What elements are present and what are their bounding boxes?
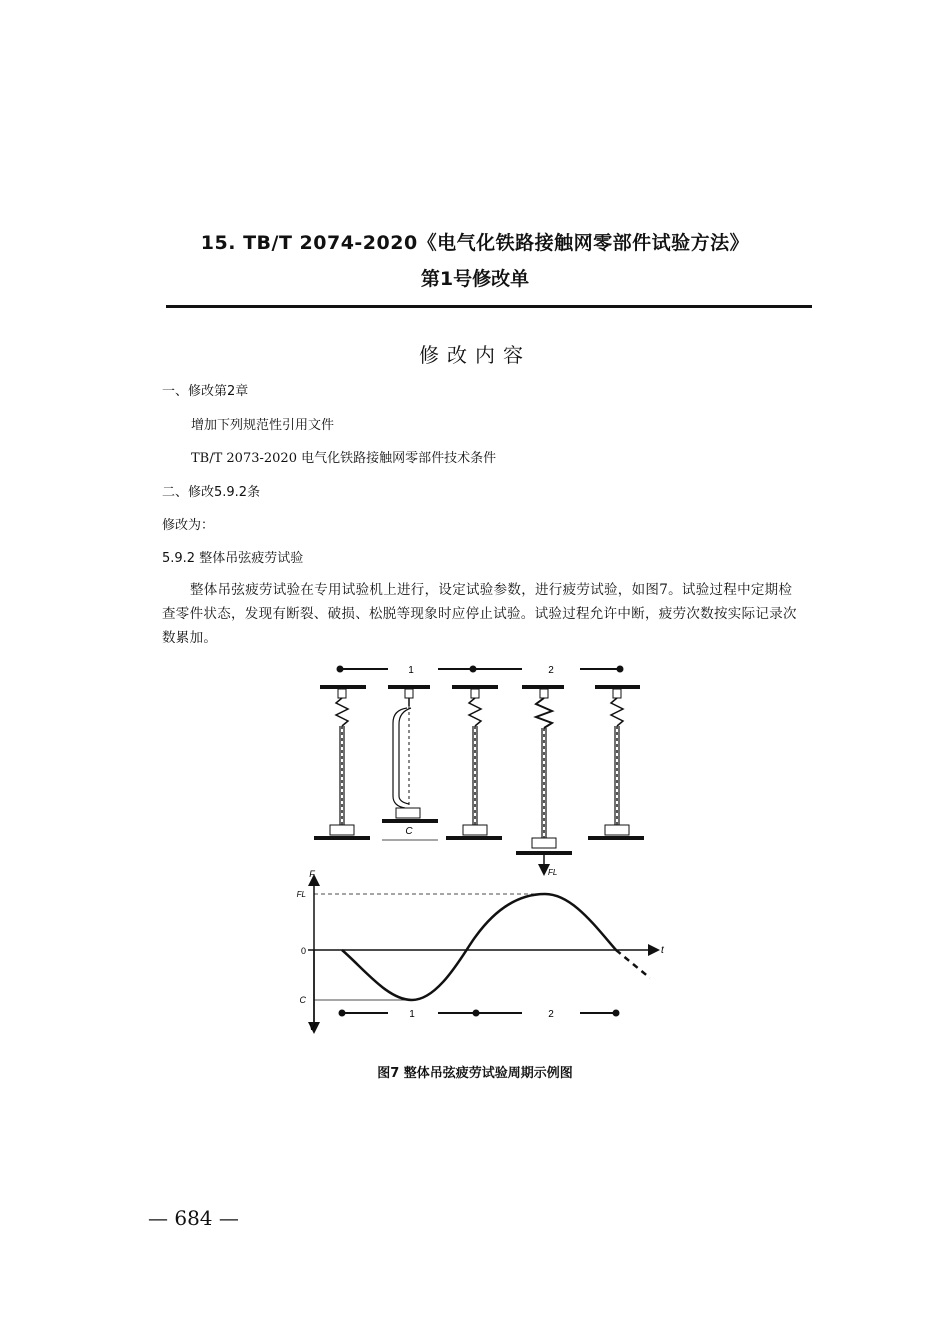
page-number: — 684 —: [148, 1206, 239, 1230]
axis-label-F: F: [309, 869, 315, 879]
load-curve: [342, 894, 616, 1000]
tick-label-zero: 0: [300, 946, 306, 956]
axis-label-V: V: [308, 1022, 316, 1032]
section-2-heading: 二、修改5.9.2条: [162, 485, 261, 500]
section-2-label: 修改为：: [162, 518, 215, 533]
clause-heading: 5.9.2 整体吊弦疲劳试验: [162, 551, 304, 566]
body-paragraph: 整体吊弦疲劳试验在专用试验机上进行，设定试验参数，进行疲劳试验，如图7。试验过程中定期检查零件状态，发现有断裂、破损、松脱等现象时应停止试验。试验过程允许中断，疲劳次数按实际记录次数累加。: [162, 582, 797, 646]
tick-label-C: C: [299, 995, 306, 1005]
phase-label-2: 2: [548, 665, 554, 676]
load-label: FL: [548, 868, 558, 877]
document-title: 15. TB/T 2074-2020《电气化铁路接触网零部件试验方法》: [200, 232, 750, 254]
compress-label: C: [405, 826, 413, 837]
section-1-reference: TB/T 2073-2020 电气化铁路接触网零部件技术条件: [191, 451, 497, 466]
document-subtitle: 第1号修改单: [420, 268, 530, 290]
dropper-4-stretched: [516, 687, 572, 870]
section-1-text: 增加下列规范性引用文件: [191, 418, 335, 433]
dropper-5: [588, 687, 644, 838]
graph-axes: [308, 880, 654, 1028]
fatigue-cycle-figure: [290, 658, 670, 1038]
axis-label-t: t: [661, 945, 664, 956]
title-rule: [166, 305, 812, 308]
dropper-3: [446, 687, 502, 838]
phase-bar-top: [338, 667, 623, 672]
phase-bar-bottom: [340, 1011, 619, 1016]
phase-label-1: 1: [408, 665, 414, 676]
dropper-1: [314, 687, 370, 838]
section-1-heading: 一、修改第2章: [162, 384, 249, 399]
figure-caption: 图7 整体吊弦疲劳试验周期示例图: [377, 1066, 573, 1081]
tick-label-FL: FL: [296, 890, 306, 899]
section-heading: 修改内容: [419, 343, 531, 367]
phase-label-1-bottom: 1: [409, 1009, 415, 1020]
dropper-2-compressed: [382, 687, 438, 840]
load-curve-continuation: [616, 950, 650, 978]
phase-label-2-bottom: 2: [548, 1009, 554, 1020]
